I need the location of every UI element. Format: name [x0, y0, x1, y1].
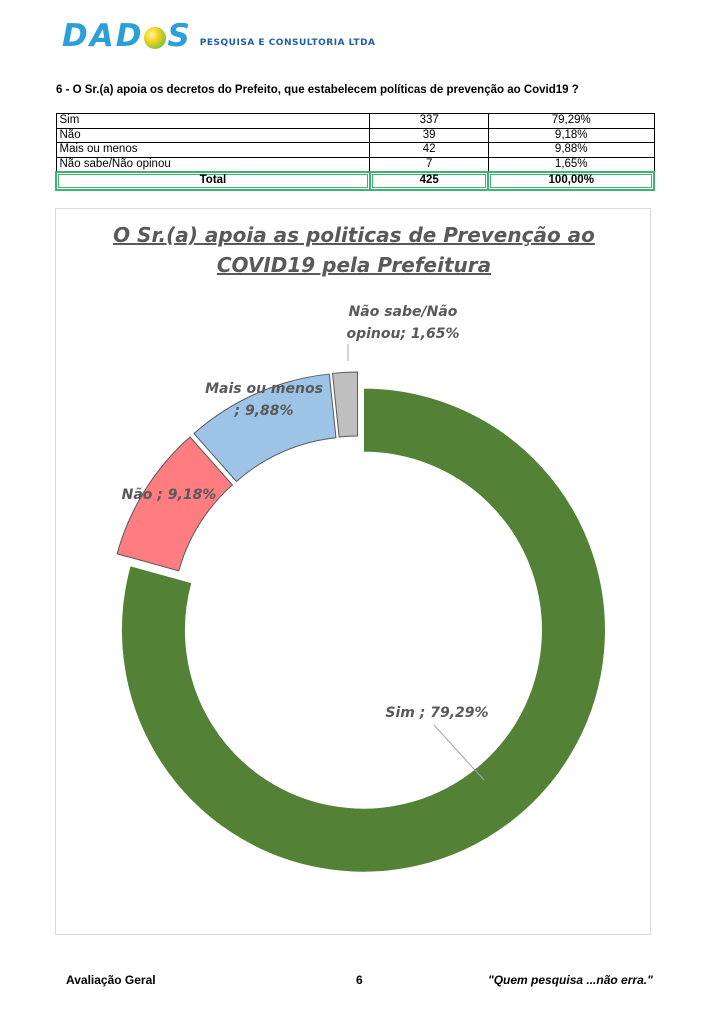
data-label-n-o: Não ; 9,18%: [121, 487, 217, 503]
chart-title-line-2: COVID19 pela Prefeitura: [216, 253, 492, 277]
data-label-mais-ou-menos-line-1: Mais ou menos: [205, 381, 323, 397]
total-label: Total: [56, 172, 370, 190]
chart-slices: [117, 372, 605, 872]
row-count: 7: [370, 157, 489, 172]
data-label-mais-ou-menos-line-2: ; 9,88%: [234, 403, 294, 419]
footer-slogan: "Quem pesquisa ...não erra.": [488, 973, 653, 987]
row-count: 39: [370, 128, 489, 143]
footer-page-number: 6: [356, 973, 363, 987]
question-heading: 6 - O Sr.(a) apoia os decretos do Prefeito, que estabelecem políticas de prevenção ao Covid19 ?: [56, 84, 579, 96]
row-label: Não: [56, 128, 370, 143]
row-label: Sim: [56, 114, 370, 129]
total-row: [56, 172, 654, 190]
row-percent: 9,18%: [488, 128, 654, 143]
row-label: Mais ou menos: [56, 143, 370, 158]
logo-wordmark-start: DAD: [62, 18, 144, 54]
row-percent: 79,29%: [488, 114, 654, 129]
leader-line-sim: [434, 725, 484, 780]
table-row: [56, 143, 654, 158]
chart-title: [113, 223, 595, 277]
row-count: 337: [370, 114, 489, 129]
logo-subtitle: PESQUISA E CONSULTORIA LTDA: [199, 38, 376, 48]
footer-section-name: Avaliação Geral: [66, 973, 156, 987]
row-percent: 9,88%: [488, 143, 654, 158]
table-row: [56, 157, 654, 172]
chart-area: [55, 208, 651, 935]
table-row: [56, 128, 654, 143]
table-row: [56, 114, 654, 129]
data-label-n-o-sabe-n-o-opinou-line-2: opinou; 1,65%: [346, 326, 460, 342]
row-percent: 1,65%: [488, 157, 654, 172]
logo-wordmark-end: S: [167, 18, 192, 54]
total-percent: 100,00%: [488, 172, 654, 190]
logo-globe-icon: [144, 27, 166, 49]
data-label-sim: Sim ; 79,29%: [385, 705, 489, 721]
slice-n-o-sabe-n-o-opinou: [332, 372, 357, 437]
total-count: 425: [370, 172, 489, 190]
data-label-n-o-sabe-n-o-opinou-line-1: Não sabe/Não: [348, 304, 458, 320]
row-count: 42: [370, 143, 489, 158]
company-logo: [62, 18, 376, 52]
chart-title-line-1: O Sr.(a) apoia as politicas de Prevenção ao: [113, 223, 595, 247]
row-label: Não sabe/Não opinou: [56, 157, 370, 172]
doughnut-chart: [56, 209, 652, 936]
results-table: [55, 113, 655, 191]
